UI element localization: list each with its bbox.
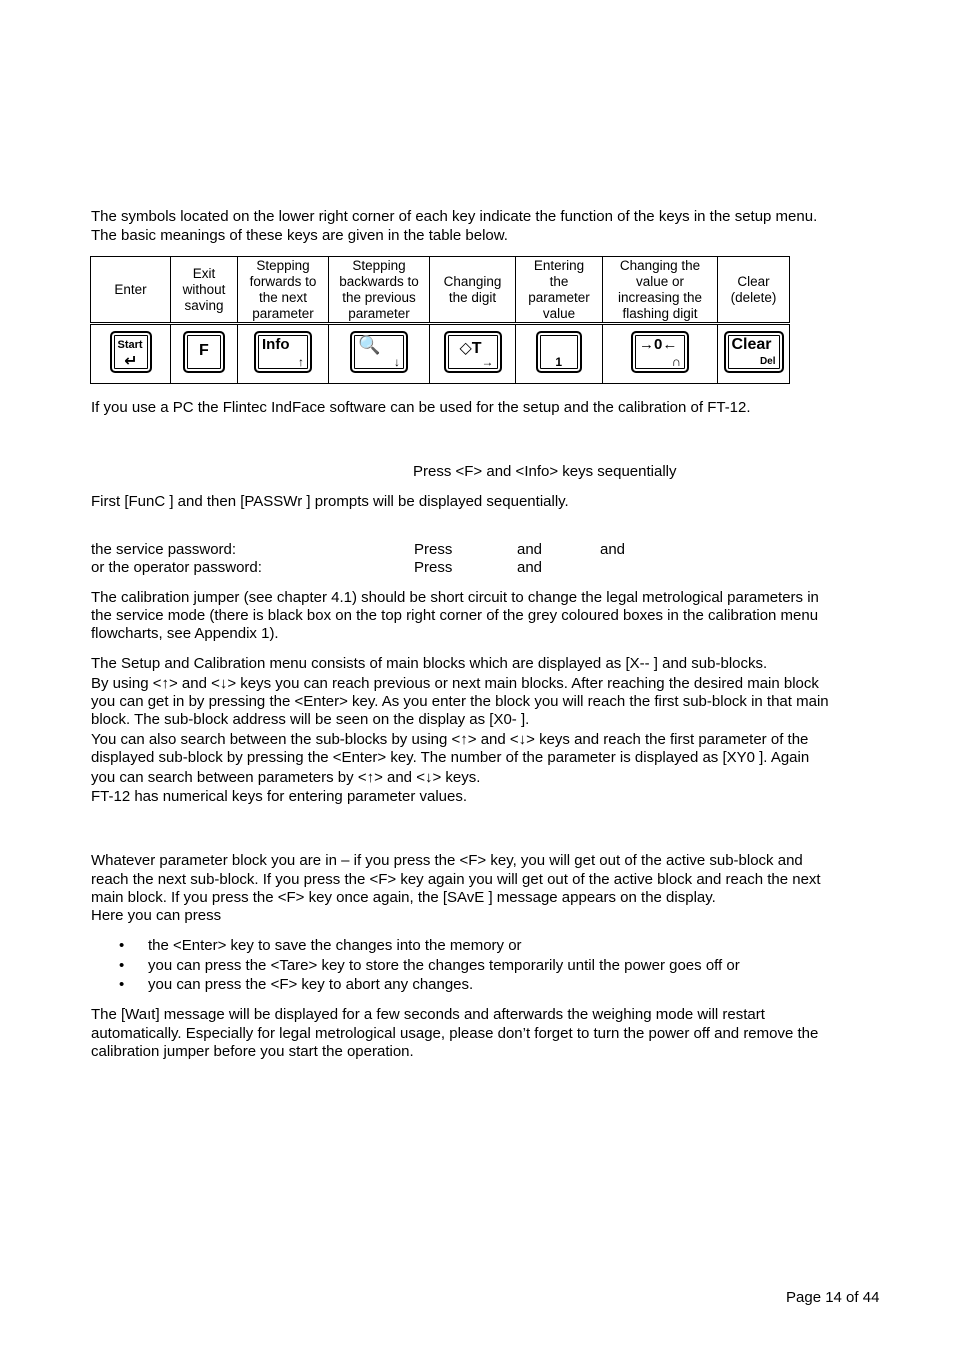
options-list	[91, 937, 740, 996]
icon-cell	[603, 324, 718, 384]
press-text: Press	[414, 559, 453, 576]
info-key-icon: Info ↑	[254, 331, 312, 373]
header-cell: Changing the digit	[430, 257, 516, 324]
intro-line: The basic meanings of these keys are given in the table below.	[91, 227, 508, 244]
header-cell: Stepping forwards to the next parameter	[238, 257, 329, 324]
press-text: Press	[414, 541, 453, 558]
search-key-icon: 🔍 ↓	[350, 331, 408, 373]
header-cell: Enter	[91, 257, 171, 324]
f-key-icon: F	[183, 331, 225, 373]
operator-password-label: or the operator password:	[91, 559, 262, 576]
header-cell: Exit without saving	[171, 257, 238, 324]
pc-note: If you use a PC the Flintec IndFace software can be used for the setup and the calibration of FT-12.	[91, 399, 751, 416]
list-item: • you can press the <F> key to abort any changes.	[119, 976, 474, 993]
zero-key-icon: →0← ∩	[631, 331, 689, 373]
header-cell: Entering the parameter value	[516, 257, 603, 324]
key-function-table	[90, 256, 790, 384]
icon-cell	[238, 324, 329, 384]
press-keys-instruction: Press <F> and <Info> keys sequentially	[413, 463, 677, 480]
icon-cell	[516, 324, 603, 384]
header-cell: Clear (delete)	[718, 257, 790, 324]
key-table-icon-row	[91, 324, 790, 384]
header-cell: Changing the value or increasing the flashing digit	[603, 257, 718, 324]
key-table-header-row	[91, 257, 790, 324]
and-text: and	[517, 541, 543, 558]
and-text: and	[517, 559, 543, 576]
icon-cell	[718, 324, 790, 384]
page-number: Page 14 of 44	[786, 1289, 880, 1306]
icon-cell	[430, 324, 516, 384]
one-key-icon: 1	[536, 331, 582, 373]
header-cell: Stepping backwards to the previous parameter	[329, 257, 430, 324]
list-item: • the <Enter> key to save the changes into the memory or	[119, 937, 522, 954]
icon-cell	[91, 324, 171, 384]
intro-line: The symbols located on the lower right corner of each key indicate the function of the keys in the setup menu.	[91, 208, 818, 225]
tare-key-icon: ◇T →	[444, 331, 502, 373]
icon-cell	[171, 324, 238, 384]
start-enter-key-icon: Start ↵	[110, 331, 152, 373]
clear-del-key-icon: Clear Del	[724, 331, 784, 373]
prompts-note: First [FunC ] and then [PASSWr ] prompts will be displayed sequentially.	[91, 493, 569, 510]
list-item: • you can press the <Tare> key to store the changes temporarily until the power goes off or	[119, 956, 740, 974]
icon-cell	[329, 324, 430, 384]
service-password-label: the service password:	[91, 541, 237, 558]
and-text: and	[600, 541, 626, 558]
